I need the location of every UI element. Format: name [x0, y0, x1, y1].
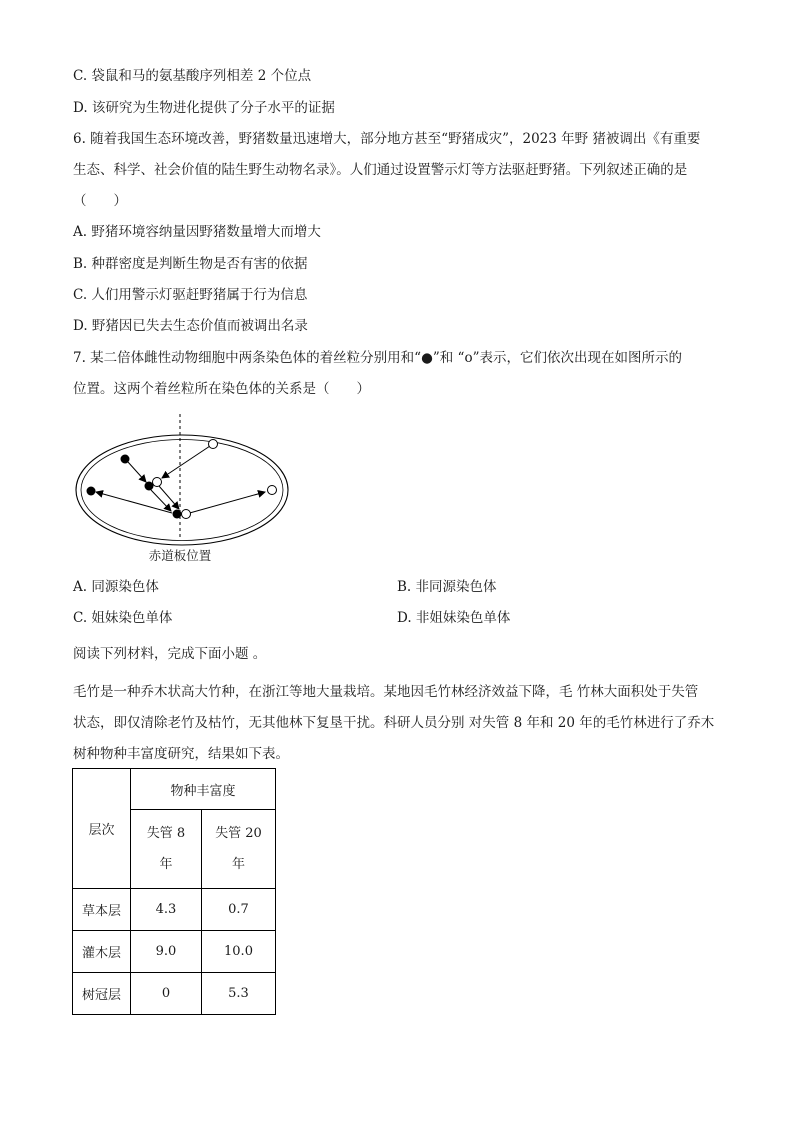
- table-row: [73, 931, 276, 973]
- table-cell-8-years: 4.3: [131, 889, 202, 931]
- material-para-line-2: 状态，即仅清除老竹及枯竹，无其他林下复垦干扰。科研人员分别 对失管 8 年和 20 年的毛竹林进行了乔木: [73, 715, 715, 731]
- table-header-20-years-line-1: 失管 20: [215, 826, 262, 841]
- figure-caption: 赤道板位置: [148, 548, 212, 563]
- table-cell-layer: 树冠层: [73, 973, 131, 1015]
- table-row: [73, 973, 276, 1015]
- q6-stem-line-3: （ ）: [73, 193, 127, 209]
- arrow-black-to-center: [128, 462, 146, 482]
- table-header-8-years-line-1: 失管 8: [146, 826, 186, 841]
- q6-option-d: D. 野猪因已失去生态价值而被调出名录: [73, 318, 308, 334]
- q6-stem-line-1: 6. 随着我国生态环境改善，野猪数量迅速增大，部分地方甚至“野猪成灾”，2023 年野 猪被调出《有重要: [73, 131, 701, 147]
- table-header-richness: 物种丰富度: [131, 769, 276, 810]
- table-cell-layer: 草本层: [73, 889, 131, 931]
- arrow-plate-to-right: [186, 492, 265, 514]
- black-centromere-plate: [173, 510, 182, 519]
- cell-outline: [76, 435, 288, 545]
- table-header-20-years: [202, 810, 276, 889]
- black-centromere-start: [121, 455, 130, 464]
- arrow-white-to-plate: [159, 486, 179, 509]
- q7-option-c: C. 姐妹染色单体: [73, 610, 173, 626]
- table-cell-20-years: 5.3: [202, 973, 276, 1015]
- cell-division-figure: [70, 410, 300, 570]
- arrow-white-to-center: [162, 446, 210, 478]
- species-richness-table: [72, 768, 276, 1015]
- material-para-line-1: 毛竹是一种乔木状高大竹种，在浙江等地大量栽培。某地因毛竹林经济效益下降，毛 竹林大面积处于失管: [73, 684, 699, 700]
- table-header-20-years-line-2: 年: [231, 857, 245, 872]
- table-cell-20-years: 10.0: [202, 931, 276, 973]
- table-cell-8-years: 9.0: [131, 931, 202, 973]
- q6-option-b: B. 种群密度是判断生物是否有害的依据: [73, 256, 308, 272]
- q5-option-d: D. 该研究为生物进化提供了分子水平的证据: [73, 100, 335, 116]
- table-row: [73, 889, 276, 931]
- q5-option-c: C. 袋鼠和马的氨基酸序列相差 2 个位点: [73, 68, 312, 84]
- cell-inner-outline: [81, 440, 283, 541]
- q7-option-b: B. 非同源染色体: [397, 579, 497, 595]
- material-intro: 阅读下列材料，完成下面小题 。: [73, 646, 267, 662]
- white-centromere-end: [268, 486, 277, 495]
- white-centromere-start: [209, 440, 218, 449]
- table-cell-8-years: 0: [131, 973, 202, 1015]
- white-centromere-plate: [182, 510, 191, 519]
- q6-option-c: C. 人们用警示灯驱赶野猪属于行为信息: [73, 287, 308, 303]
- table-header-8-years-line-2: 年: [159, 857, 173, 872]
- q7-stem-line-1: 7. 某二倍体雌性动物细胞中两条染色体的着丝粒分别用和“●”和 “o”表示，它们依次出现在如图所示的: [73, 350, 682, 366]
- arrow-plate-to-left: [96, 492, 172, 513]
- table-cell-20-years: 0.7: [202, 889, 276, 931]
- q6-stem-line-2: 生态、科学、社会价值的陆生野生动物名录》。人们通过设置警示灯等方法驱赶野猪。下列叙述正确的是: [73, 162, 688, 178]
- q6-option-a: A. 野猪环境容纳量因野猪数量增大而增大: [73, 224, 321, 240]
- white-centromere-mid: [153, 478, 162, 487]
- q7-option-a: A. 同源染色体: [73, 579, 159, 595]
- table-header-8-years: [131, 810, 202, 889]
- black-centromere-end: [87, 487, 96, 496]
- q7-stem-line-2: 位置。这两个着丝粒所在染色体的关系是（ ）: [73, 381, 370, 397]
- q7-option-d: D. 非姐妹染色单体: [397, 610, 511, 626]
- material-para-line-3: 树种物种丰富度研究，结果如下表。: [73, 746, 289, 762]
- table-cell-layer: 灌木层: [73, 931, 131, 973]
- table-header-layer: 层次: [73, 769, 131, 889]
